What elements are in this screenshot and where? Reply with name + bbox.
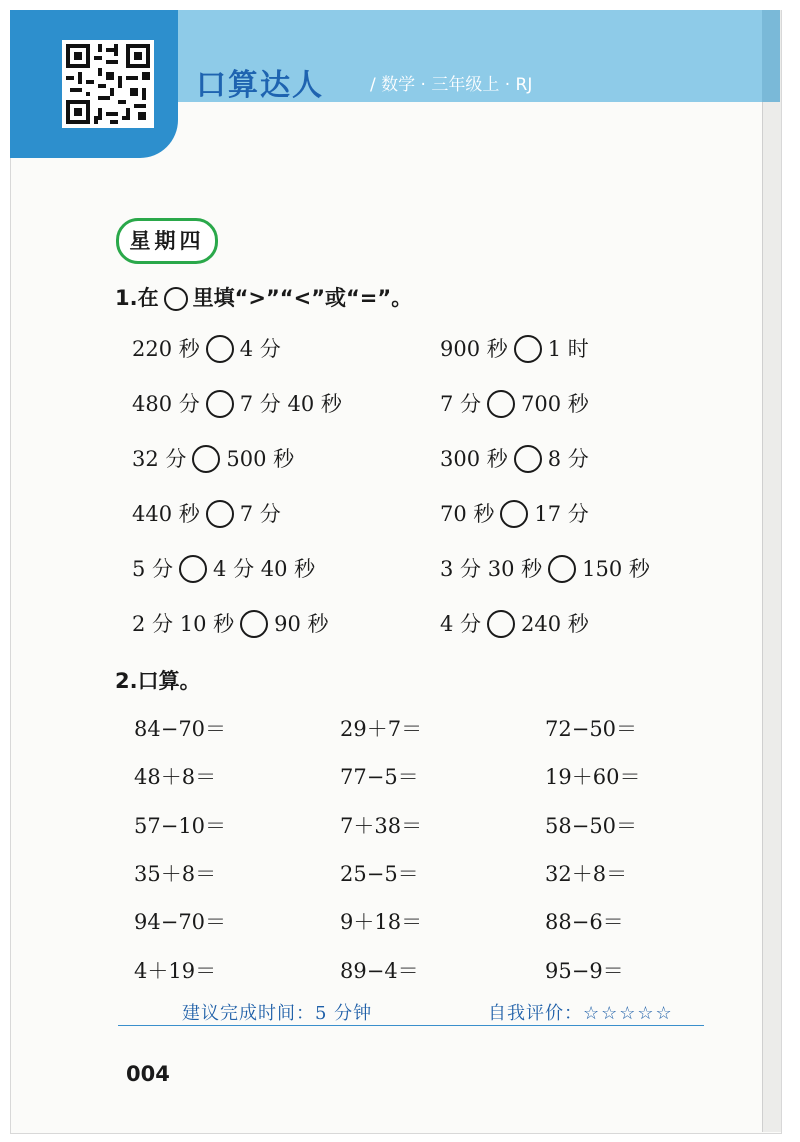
compare-answer-circle[interactable] (514, 335, 542, 363)
compare-right-value: 7 分 (239, 502, 281, 526)
compare-item (440, 334, 589, 364)
calc-item[interactable]: 95−9＝ (545, 959, 624, 983)
compare-left-value: 32 分 (132, 447, 187, 471)
compare-answer-circle[interactable] (206, 335, 234, 363)
calc-item[interactable]: 77−5＝ (340, 765, 419, 789)
calc-item[interactable]: 89−4＝ (340, 959, 419, 983)
self-evaluation (488, 999, 674, 1025)
compare-answer-circle[interactable] (192, 445, 220, 473)
compare-answer-circle[interactable] (206, 390, 234, 418)
compare-left-value: 440 秒 (132, 502, 200, 526)
rating-stars-icon[interactable]: ☆☆☆☆☆ (583, 1003, 674, 1024)
compare-left-value: 70 秒 (440, 502, 495, 526)
calc-item[interactable]: 72−50＝ (545, 717, 638, 741)
compare-answer-circle[interactable] (179, 555, 207, 583)
question-1-prefix: 1.在 (115, 286, 159, 310)
compare-item (132, 444, 294, 474)
calc-item[interactable]: 58−50＝ (545, 814, 638, 838)
book-subtitle: / 数学 · 三年级上 · RJ (370, 75, 533, 95)
compare-item (132, 554, 315, 584)
compare-left-value: 480 分 (132, 392, 200, 416)
compare-right-value: 7 分 40 秒 (239, 392, 342, 416)
calc-item[interactable]: 4＋19＝ (134, 959, 217, 983)
compare-item (440, 554, 650, 584)
calc-item[interactable]: 25−5＝ (340, 862, 419, 886)
qr-code-icon[interactable] (62, 40, 154, 128)
compare-right-value: 150 秒 (582, 557, 650, 581)
compare-left-value: 300 秒 (440, 447, 508, 471)
book-spine-header (762, 10, 780, 102)
compare-item (440, 499, 589, 529)
compare-left-value: 3 分 30 秒 (440, 557, 543, 581)
self-evaluation-label: 自我评价： (488, 1003, 583, 1024)
calc-item[interactable]: 94−70＝ (134, 910, 227, 934)
calc-item[interactable]: 84−70＝ (134, 717, 227, 741)
compare-left-value: 4 分 (440, 612, 482, 636)
calc-item[interactable]: 48＋8＝ (134, 765, 217, 789)
compare-right-value: 500 秒 (226, 447, 295, 471)
question-1-title (115, 282, 412, 312)
compare-item (132, 609, 329, 639)
calc-item[interactable]: 88−6＝ (545, 910, 624, 934)
compare-right-value: 4 分 40 秒 (213, 557, 316, 581)
question-2-title: 2.口算。 (115, 669, 201, 693)
compare-item (440, 389, 589, 419)
compare-item (132, 499, 281, 529)
calc-item[interactable]: 57−10＝ (134, 814, 227, 838)
compare-item (440, 609, 589, 639)
compare-right-value: 1 时 (547, 337, 589, 361)
compare-left-value: 5 分 (132, 557, 174, 581)
compare-answer-circle[interactable] (487, 610, 515, 638)
compare-answer-circle[interactable] (240, 610, 268, 638)
calc-item[interactable]: 19＋60＝ (545, 765, 641, 789)
day-badge: 星期四 (116, 218, 218, 264)
compare-right-value: 90 秒 (274, 612, 329, 636)
compare-left-value: 900 秒 (440, 337, 508, 361)
book-logo: 口算达人 (196, 68, 324, 103)
compare-answer-circle[interactable] (206, 500, 234, 528)
compare-right-value: 700 秒 (521, 392, 589, 416)
suggested-time: 建议完成时间：5 分钟 (182, 1003, 373, 1024)
compare-left-value: 7 分 (440, 392, 482, 416)
compare-item (132, 389, 342, 419)
calc-item[interactable]: 9＋18＝ (340, 910, 423, 934)
answer-circle-icon (164, 287, 188, 311)
calc-item[interactable]: 35＋8＝ (134, 862, 217, 886)
compare-answer-circle[interactable] (514, 445, 542, 473)
compare-answer-circle[interactable] (548, 555, 576, 583)
compare-left-value: 2 分 10 秒 (132, 612, 235, 636)
calc-item[interactable]: 32＋8＝ (545, 862, 628, 886)
compare-right-value: 17 分 (534, 502, 589, 526)
compare-left-value: 220 秒 (132, 337, 200, 361)
compare-right-value: 8 分 (547, 447, 589, 471)
footer-divider (118, 1025, 704, 1026)
page-number: 004 (126, 1062, 170, 1086)
compare-item (440, 444, 589, 474)
compare-answer-circle[interactable] (487, 390, 515, 418)
compare-right-value: 4 分 (239, 337, 281, 361)
compare-right-value: 240 秒 (521, 612, 589, 636)
compare-item (132, 334, 281, 364)
calc-item[interactable]: 7＋38＝ (340, 814, 423, 838)
book-spine (762, 10, 781, 1132)
question-1-suffix: 里填“>”“<”或“=”。 (192, 286, 413, 310)
calc-item[interactable]: 29＋7＝ (340, 717, 423, 741)
compare-answer-circle[interactable] (500, 500, 528, 528)
